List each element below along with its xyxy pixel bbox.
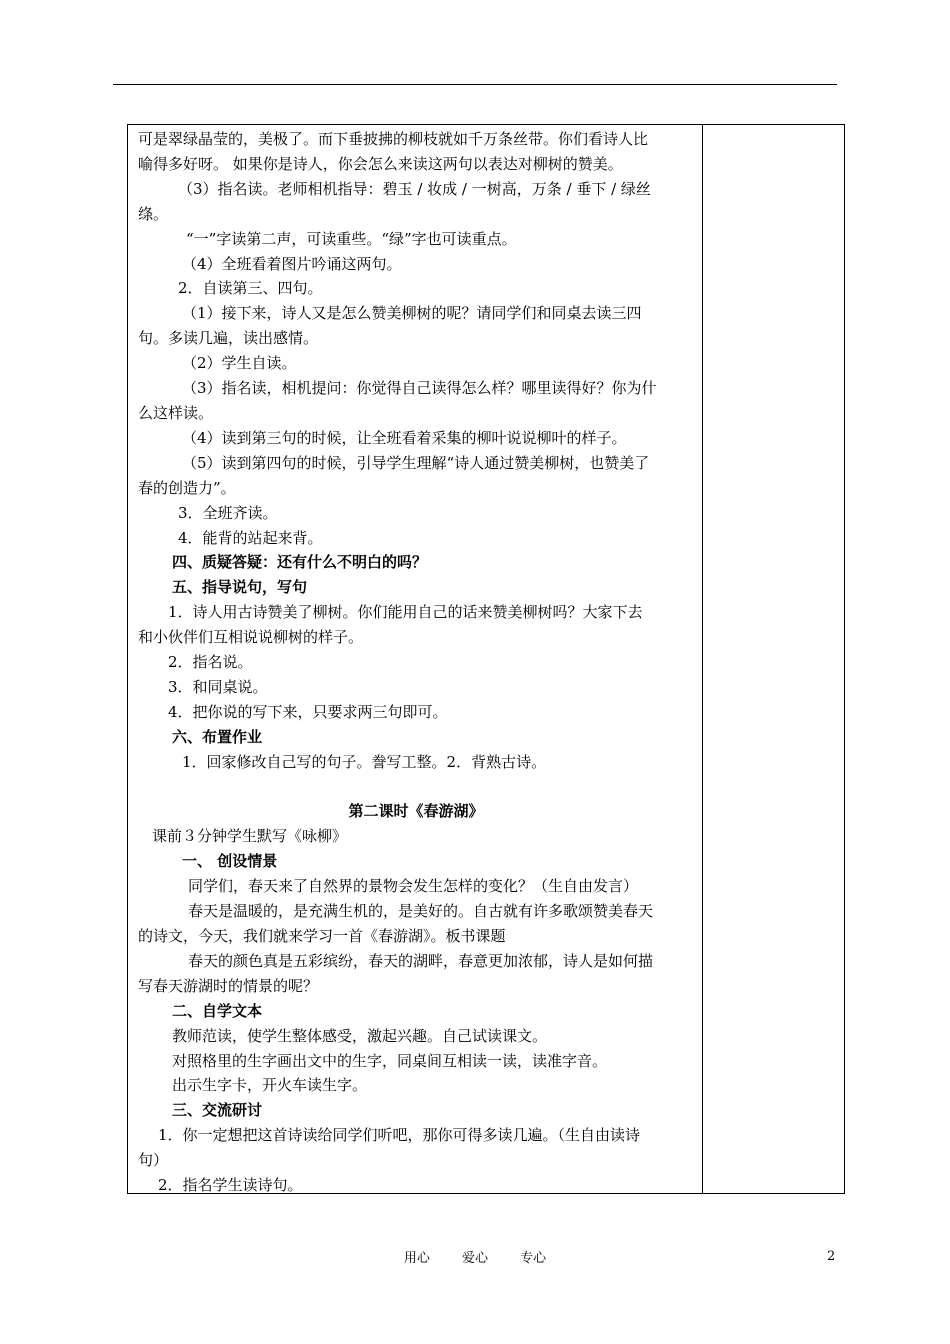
text-line: 出示生字卡，开火车读生字。: [172, 1076, 368, 1095]
text-line: （5）读到第四句的时候，引导学生理解“诗人通过赞美柳树，也赞美了: [182, 453, 650, 472]
text-line: 么这样读。: [138, 403, 214, 422]
text-line: 和小伙伴们互相说说柳树的样子。: [138, 628, 364, 647]
text-line: 一、 创设情景: [182, 852, 278, 871]
text-line: 三、交流研讨: [172, 1101, 263, 1120]
text-line: 4．能背的站起来背。: [178, 528, 323, 547]
blank-line: [138, 775, 694, 800]
text-line: 1．你一定想把这首诗读给同学们听吧，那你可得多读几遍。（生自由读诗: [158, 1126, 641, 1145]
text-line: 课前３分钟学生默写《咏柳》: [152, 827, 348, 846]
text-line: 2．指名学生读诗句。: [158, 1176, 303, 1195]
text-line: 可是翠绿晶莹的，美极了。而下垂披拂的柳枝就如千万条丝带。你们看诗人比: [138, 130, 649, 148]
page-footer: [0, 1247, 950, 1266]
page-number: 2: [827, 1249, 836, 1264]
section-title: 第二课时《春游湖》: [348, 802, 484, 821]
text-line: 的诗文，今天，我们就来学习一首《春游湖》。板书课题: [138, 926, 506, 945]
footer-word: 爱心: [461, 1251, 488, 1266]
footer-word: 用心: [403, 1251, 430, 1266]
text-line: 句。多读几遍，读出感情。: [138, 329, 319, 348]
text-line: 四、质疑答疑：还有什么不明白的吗？: [172, 553, 428, 572]
header-rule: [113, 84, 837, 85]
footer-word: 专心: [520, 1251, 547, 1266]
lesson-plan-table: [127, 124, 845, 1194]
text-line: 1．回家修改自己写的句子。誊写工整。2．背熟古诗。: [182, 752, 547, 771]
text-line: 1．诗人用古诗赞美了柳树。你们能用自己的话来赞美柳树吗？大家下去: [168, 603, 643, 622]
text-line: 春天的颜色真是五彩缤纷，春天的湖畔，春意更加浓郁，诗人是如何描: [188, 951, 654, 970]
notes-column-divider: [702, 125, 703, 1193]
text-line: （3）指名读，相机提问：你觉得自己读得怎么样？哪里读得好？你为什: [182, 379, 657, 398]
text-line: 春的创造力”。: [138, 478, 236, 497]
text-line: 2．自读第三、四句。: [178, 279, 323, 298]
text-line: 绦。: [138, 204, 169, 223]
text-line: 3．全班齐读。: [178, 503, 278, 522]
text-line: （2）学生自读。: [182, 354, 297, 373]
text-line: （4）读到第三句的时候，让全班看着采集的柳叶说说柳叶的样子。: [182, 428, 627, 447]
text-line: 春天是温暖的，是充满生机的，是美好的。自古就有许多歌颂赞美春天: [188, 902, 654, 921]
text-line: 2．指名说。: [168, 653, 253, 672]
text-line: （1）接下来，诗人又是怎么赞美柳树的呢？请同学们和同桌去读三四: [182, 304, 642, 323]
text-line: 六、布置作业: [172, 727, 263, 746]
text-line: “一”字读第二声，可读重些。“绿”字也可读重点。: [186, 229, 517, 248]
text-line: 4．把你说的写下来，只要求两三句即可。: [168, 702, 448, 721]
text-line: （3）指名读。老师相机指导：碧玉 / 妆成 / 一树高，万条 / 垂下 / 绿丝: [178, 179, 651, 198]
lesson-content-cell: [138, 127, 694, 1198]
text-line: 句）: [138, 1151, 169, 1170]
text-line: 喻得多好呀。 如果你是诗人，你会怎么来读这两句以表达对柳树的赞美。: [138, 154, 623, 173]
text-line: 二、自学文本: [172, 1001, 263, 1020]
text-line: 3．和同桌说。: [168, 677, 268, 696]
text-line: 对照格里的生字画出文中的生字，同桌间互相读一读，读准字音。: [172, 1051, 608, 1070]
text-line: 教师范读，使学生整体感受，激起兴趣。自己试读课文。: [172, 1026, 548, 1045]
text-line: 写春天游湖时的情景的呢？: [138, 976, 319, 995]
text-line: 五、指导说句，写句: [172, 578, 308, 597]
text-line: 同学们，春天来了自然界的景物会发生怎样的变化？（生自由发言）: [188, 877, 639, 896]
text-line: （4）全班看着图片吟诵这两句。: [182, 254, 402, 273]
